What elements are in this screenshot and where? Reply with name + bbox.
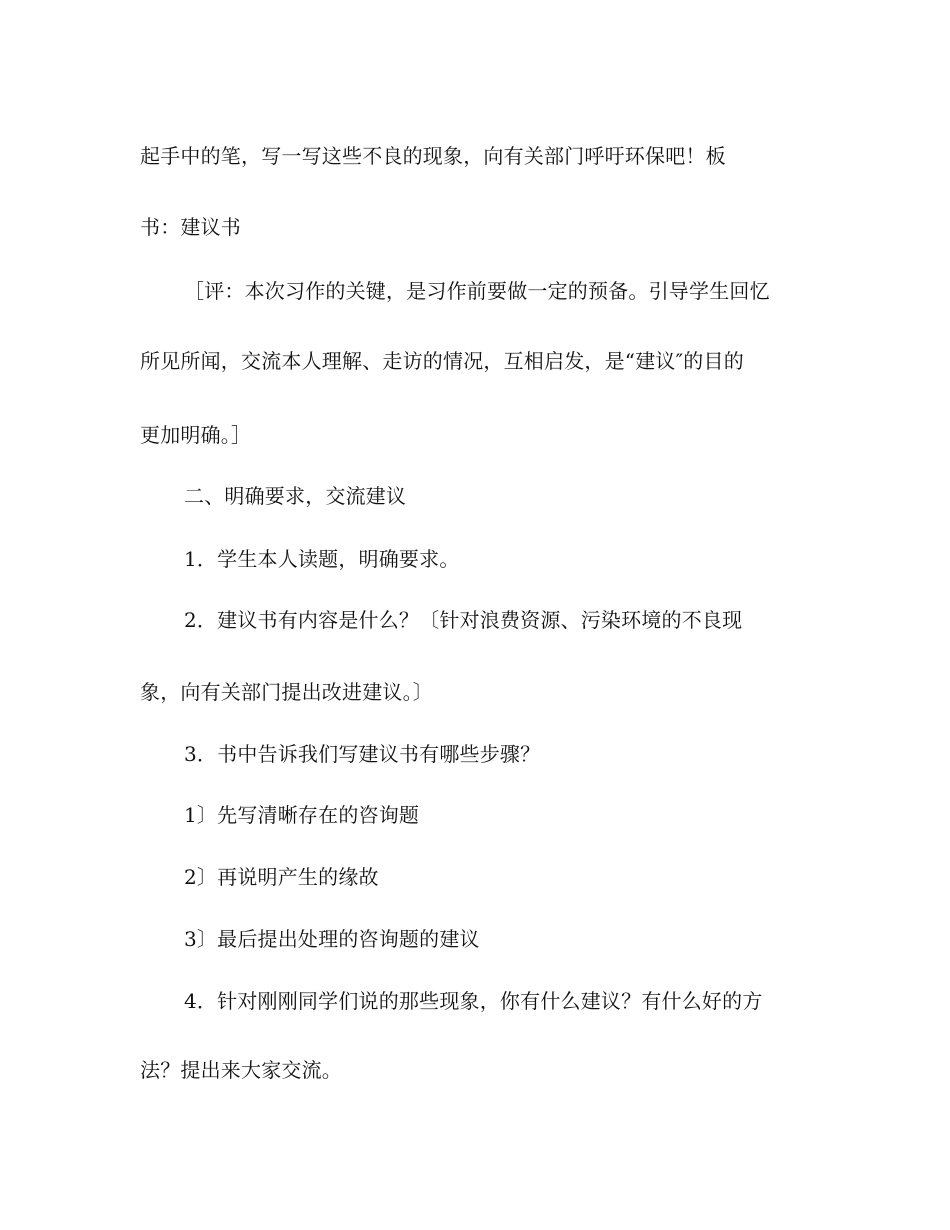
paragraph-line-5: 更加明确。］: [140, 423, 252, 447]
sub-list-item: 1〕先写清晰存在的咨询题: [184, 803, 420, 827]
section-heading: 二、明确要求，交流建议: [184, 484, 407, 508]
list-item: 1．学生本人读题，明确要求。: [184, 547, 460, 571]
list-item: 2．建议书有内容是什么？〔针对浪费资源、污染环境的不良现: [184, 608, 743, 632]
list-item-continuation: 法？提出来大家交流。: [140, 1058, 342, 1082]
paragraph-line-4: 所见所闻，交流本人理解、走访的情况，互相启发，是“建议″的目的: [140, 349, 744, 373]
list-item: 3．书中告诉我们写建议书有哪些步骤？: [184, 742, 541, 766]
sub-list-item: 3〕最后提出处理的咨询题的建议: [184, 927, 480, 951]
list-item: 4．针对刚刚同学们说的那些现象，你有什么建议？有什么好的方: [184, 989, 763, 1013]
paragraph-line-1: 起手中的笔，写一写这些不良的现象，向有关部门呼吁环保吧！板: [140, 144, 726, 168]
paragraph-line-2: 书：建议书: [140, 215, 241, 239]
sub-list-item: 2〕再说明产生的缘故: [184, 865, 379, 889]
paragraph-line-3: ［评：本次习作的关键，是习作前要做一定的预备。引导学生回忆: [184, 279, 770, 303]
list-item-continuation: 象，向有关部门提出改进建议。〕: [140, 680, 433, 704]
